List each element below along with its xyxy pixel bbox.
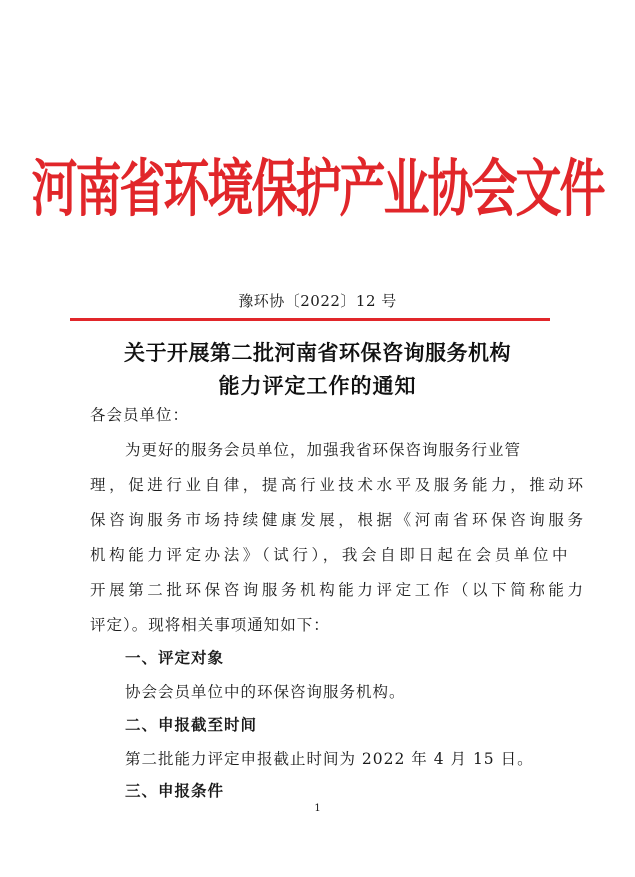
salutation: 各会员单位： [90,406,190,424]
masthead-title: 河南省环境保护产业协会文件 [31,152,604,226]
paragraph-line: 评定）。现将相关事项通知如下： [90,616,330,634]
page-number: 1 [314,803,321,814]
paragraph-line: 开展第二批环保咨询服务机构能力评定工作（以下简称能力 [90,581,587,599]
section-text: 协会会员单位中的环保咨询服务机构。 [125,683,406,701]
notice-title-line-1: 关于开展第二批河南省环保咨询服务机构 [124,341,511,365]
paragraph-line: 理，促进行业自律，提高行业技术水平及服务能力，推动环 [90,476,587,494]
section-heading: 三、申报条件 [125,781,225,800]
paragraph-line: 机构能力评定办法》（试行），我会自即日起在会员单位中 [90,546,572,564]
section-heading: 二、申报截至时间 [125,715,258,734]
red-divider [70,318,550,321]
notice-title-line-2: 能力评定工作的通知 [218,374,417,398]
section-heading: 一、评定对象 [125,648,225,667]
document-number: 豫环协〔2022〕12 号 [238,292,397,310]
paragraph-line: 保咨询服务市场持续健康发展，根据《河南省环保咨询服务 [90,511,587,529]
section-text: 第二批能力评定申报截止时间为 2022 年 4 月 15 日。 [125,750,534,768]
paragraph-line: 为更好的服务会员单位，加强我省环保咨询服务行业管 [125,441,522,459]
